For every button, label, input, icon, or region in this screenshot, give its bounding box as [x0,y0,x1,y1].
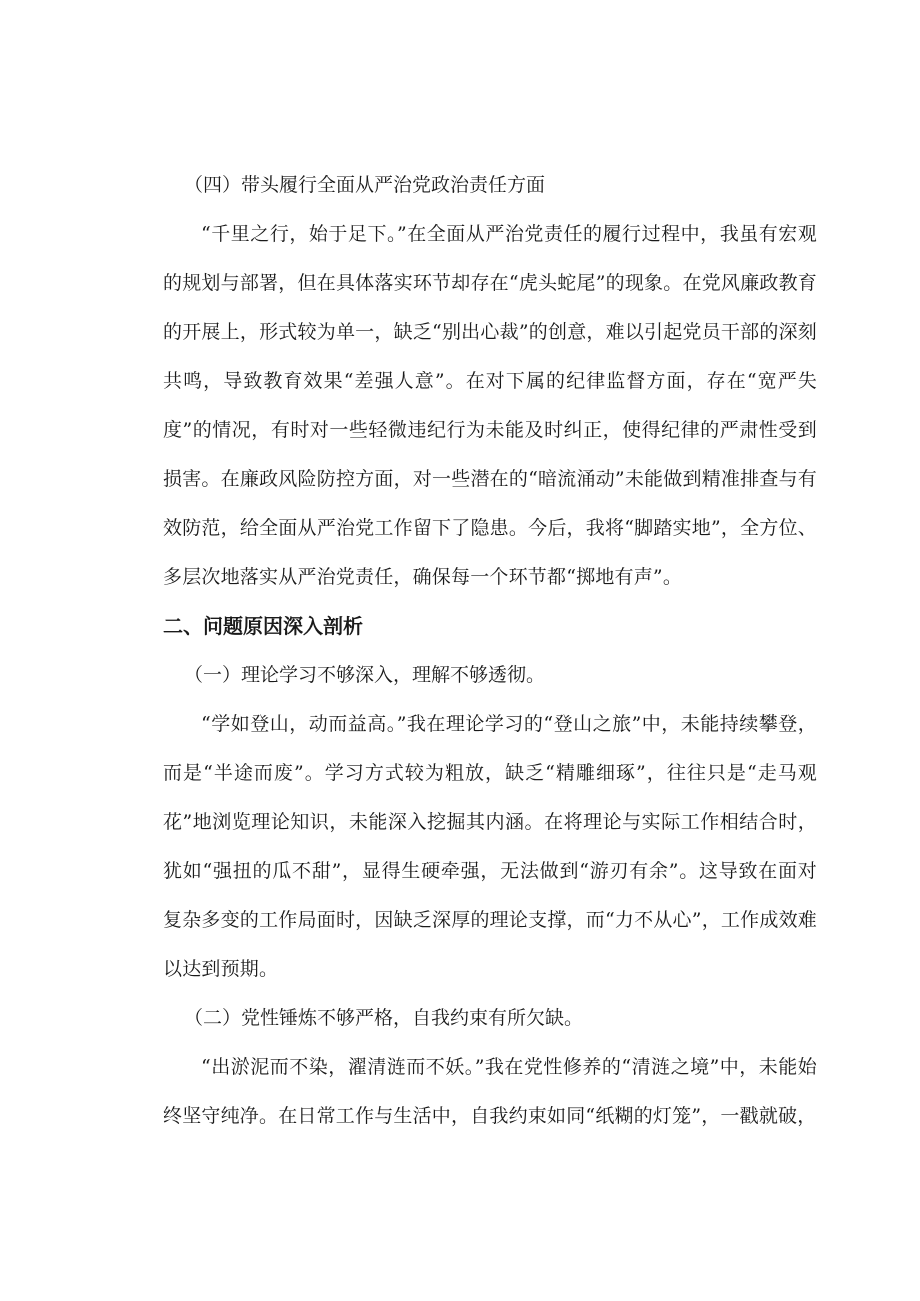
section-heading-root-cause-analysis: 二、问题原因深入剖析 [163,614,363,638]
subheading-4-political-responsibility: （四）带头履行全面从严治党政治责任方面 [184,174,546,196]
paragraph-theory-study: “学如登山，动而益高。”我在理论学习的“登山之旅”中，未能持续攀登，而是“半途而废”。学习方式较为粗放，缺乏“精雕细琢”，往往只是“走马观花”地浏览理论知识，未能深入挖掘其内涵。在将理论与实际工作相结合时，犹如“强扭的瓜不甜”，显得生硬牵强，无法做到“游刃有余”。这导致在面对复杂多变的工作局面时，因缺乏深厚的理论支撑，而“力不从心”，工作成效难以达到预期。 [163,713,817,980]
paragraph-political-responsibility: “千里之行，始于足下。”在全面从严治党责任的履行过程中，我虽有宏观的规划与部署，但在具体落实环节却存在“虎头蛇尾”的现象。在党风廉政教育的开展上，形式较为单一，缺乏“别出心裁”的创意，难以引起党员干部的深刻共鸣，导致教育效果“差强人意”。在对下属的纪律监督方面，存在“宽严失度”的情况，有时对一些轻微违纪行为未能及时纠正，使得纪律的严肃性受到损害。在廉政风险防控方面，对一些潜在的“暗流涌动”未能做到精准排查与有效防范，给全面从严治党工作留下了隐患。今后，我将“脚踏实地”，全方位、多层次地落实从严治党责任，确保每一个环节都“掷地有声”。 [163,223,817,588]
document-body [163,161,817,1141]
subheading-2-party-spirit: （二）党性锤炼不够严格，自我约束有所欠缺。 [184,1007,584,1029]
paragraph-party-spirit: “出淤泥而不染，濯清涟而不妖。”我在党性修养的“清涟之境”中，未能始终坚守纯净。在日常工作与生活中，自我约束如同“纸糊的灯笼”，一戳就破， [163,1056,817,1127]
subheading-1-theory-study: （一）理论学习不够深入，理解不够透彻。 [184,664,546,686]
